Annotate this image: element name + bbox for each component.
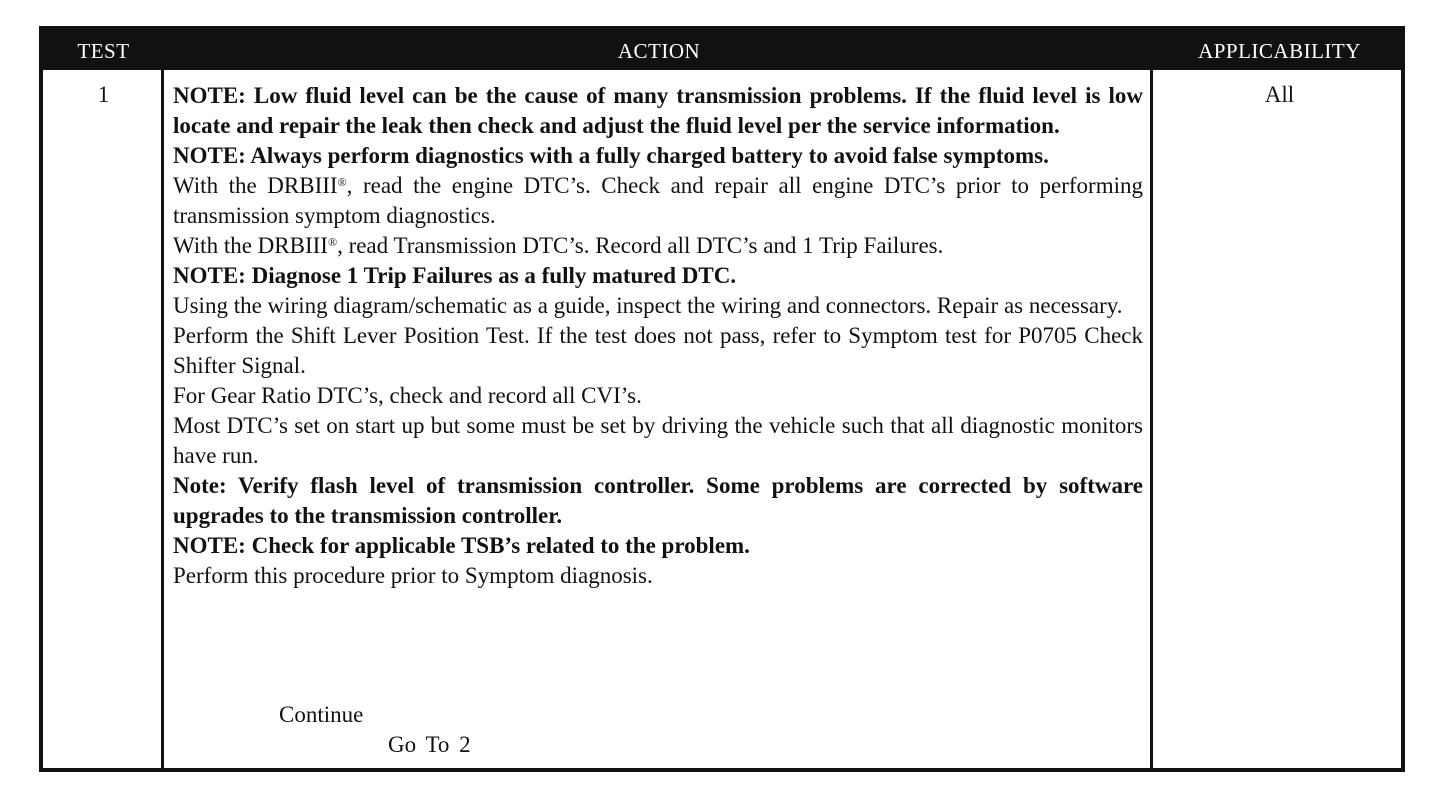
header-applicability: APPLICABILITY <box>1198 39 1361 63</box>
action-line: With the DRBIII®, read Transmission DTC’s. Record all DTC’s and 1 Trip Failures. <box>173 233 944 258</box>
test-table <box>39 26 1405 772</box>
action-line: NOTE: Check for applicable TSB’s related to the problem. <box>173 533 750 558</box>
action-line: For Gear Ratio DTC’s, check and record all CVI’s. <box>173 383 642 408</box>
header-test: TEST <box>77 39 130 63</box>
table-header <box>43 30 1401 70</box>
goto-link[interactable]: Go To 2 <box>388 732 471 757</box>
action-line: NOTE: Always perform diagnostics with a fully charged battery to avoid false symptoms. <box>173 143 1049 168</box>
action-line: NOTE: Diagnose 1 Trip Failures as a fully matured DTC. <box>173 263 737 288</box>
action-line: With the DRBIII®, read the engine DTC’s. Check and repair all engine DTC’s prior to performing transmission symptom diagnostics. <box>173 173 1143 228</box>
action-line: Perform this procedure prior to Symptom diagnosis. <box>173 563 653 588</box>
action-cell <box>173 81 1143 591</box>
action-line: Most DTC’s set on start up but some must be set by driving the vehicle such that all diagnostic monitors have run. <box>173 413 1143 468</box>
test-number: 1 <box>97 82 110 107</box>
action-line: NOTE: Low fluid level can be the cause of many transmission problems. If the fluid level is low locate and repair the leak then check and adjust the fluid level per the service information. <box>173 83 1143 138</box>
header-action: ACTION <box>617 39 701 63</box>
action-line: Using the wiring diagram/schematic as a guide, inspect the wiring and connectors. Repair as necessary. <box>173 293 1123 318</box>
action-line: Perform the Shift Lever Position Test. If the test does not pass, refer to Symptom test for P0705 Check Shifter Signal. <box>173 323 1143 378</box>
applicability-value: All <box>1264 82 1295 107</box>
continue-label: Continue <box>279 702 364 727</box>
column-divider-applicability <box>1150 70 1153 768</box>
column-divider-test <box>161 70 164 768</box>
action-line: Note: Verify flash level of transmission controller. Some problems are corrected by software upgrades to the transmission controller. <box>173 473 1143 528</box>
